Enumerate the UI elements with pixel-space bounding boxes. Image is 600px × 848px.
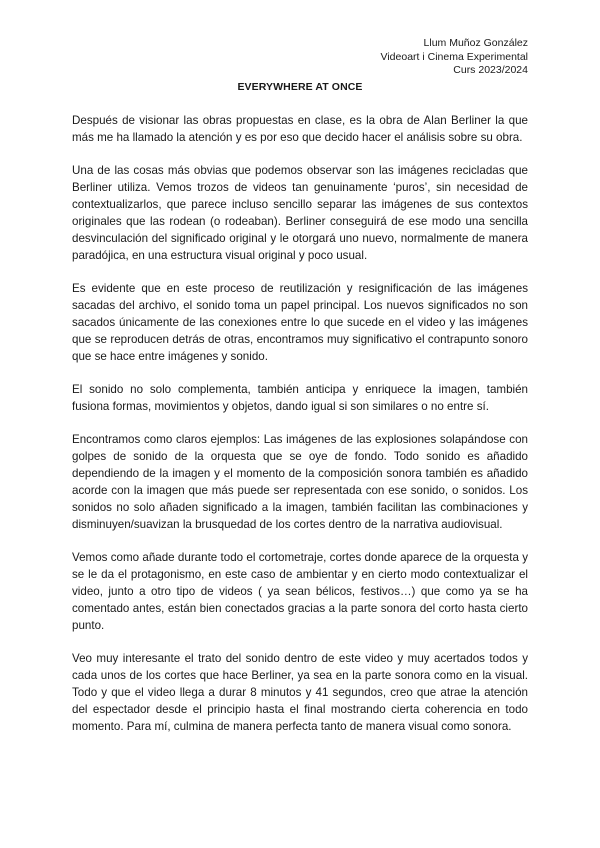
- document-header: [381, 37, 528, 78]
- paragraph: Después de visionar las obras propuestas en clase, es la obra de Alan Berliner la que más me ha llamado la atención y es por eso que decido hacer el análisis sobre su obra.: [72, 114, 528, 144]
- paragraph: Encontramos como claros ejemplos: Las imágenes de las explosiones solapándose con golpes de sonido de la orquesta que se oye de fondo. Todo sonido es añadido dependiendo de la imagen y el momento de la composición sonora también es añadido acorde con la imagen que más puede ser representada con ese sonido, o sonidos. Los sonidos no solo añaden significado a la imagen, también facilitan las combinaciones y disminuyen/suavizan la brusquedad de los cortes dentro de la narrativa audiovisual.: [72, 433, 528, 531]
- paragraph: Vemos como añade durante todo el cortometraje, cortes donde aparece de la orquesta y se le da el protagonismo, en este caso de ambientar y en cierto modo contextualizar el video, junto a otro tipo de videos ( ya sean bélicos, festivos…) que como ya se ha comentado antes, están bien conectados gracias a la parte sonora del corto hasta cierto punto.: [72, 551, 528, 632]
- paragraph: Es evidente que en este proceso de reutilización y resignificación de las imágenes sacadas del archivo, el sonido toma un papel principal. Los nuevos significados no son sacados únicamente de las conexiones entre lo que sucede en el video y las imágenes que se reproducen detrás de otras, encontramos muy significativo el contrapunto sonoro que se hace entre imágenes y sonido.: [72, 282, 528, 363]
- document-title: EVERYWHERE AT ONCE: [237, 81, 363, 93]
- course-name: Videoart i Cinema Experimental: [380, 50, 528, 63]
- paragraph: El sonido no solo complementa, también anticipa y enriquece la imagen, también fusiona formas, movimientos y objetos, dando igual si son similares o no entre sí.: [72, 383, 528, 413]
- document-body: [72, 112, 528, 751]
- paragraph: Una de las cosas más obvias que podemos observar son las imágenes recicladas que Berliner utiliza. Vemos trozos de videos tan genuinamente ‘puros’, sin necesidad de contextualizarlos, que parece incluso sencillo separar las imágenes de sus contextos originales que las rodean (o rodeaban). Berliner conseguirá de ese modo una sencilla desvinculación del significado original y le otorgará uno nuevo, normalmente de manera paradójica, en una estructura visual original y poco usual.: [72, 164, 528, 262]
- paragraph: Veo muy interesante el trato del sonido dentro de este video y muy acertados todos y cada unos de los cortes que hace Berliner, ya sea en la parte sonora como en la visual. Todo y que el video llega a durar 8 minutos y 41 segundos, creo que atrae la atención del espectador desde el principio hasta el final mostrando cierta coherencia en todo momento. Para mí, culmina de manera perfecta tanto de manera visual como sonora.: [72, 652, 528, 733]
- academic-year: Curs 2023/2024: [453, 64, 528, 76]
- author-name: Llum Muñoz González: [423, 37, 528, 49]
